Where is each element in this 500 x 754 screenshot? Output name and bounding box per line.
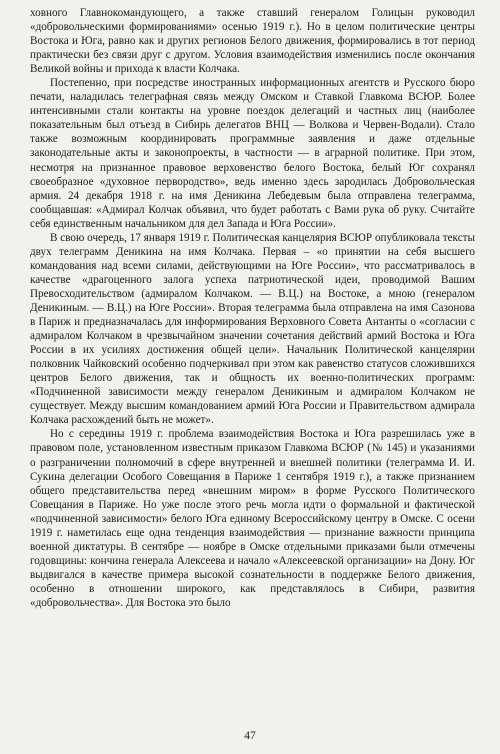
paragraph: Но с середины 1919 г. проблема взаимодействия Востока и Юга разрешилась уже в правовом поле, установленном известным приказом Главкома ВСЮР (№ 145) и указаниями о разграничении полномочий в сфере внутренней и внешней политики (телеграмма И. И. Сукина делегации Особого Совещания в Париже 1 сентября 1919 г.), а также признанием общего представительства перед «внешним миром» в форме Русского Политического Совещания в Париже. Но уже после этого речь могла идти о формальной и фактической «подчиненной зависимости» белого Юга единому Всероссийскому центру в Омске. С осени 1919 г. наметилась еще одна тенденция взаимодействия — признание важности принципа военной диктатуры. В сентябре — ноябре в Омске отдельными приказами были отмечены годовщины: кончина генерала Алексеева и начало «Алексеевской организации» на Дону. Юг выдвигался в качестве примера высокой сознательности в поддержке Белого движения, особенно в отношении широкого, как представлялось в Сибири, развития «добровольчества». Для Востока это было [30, 428, 475, 609]
paragraph: Постепенно, при посредстве иностранных информационных агентств и Русского бюро печати, наладилась телеграфная связь между Омском и Ставкой Главкома ВСЮР. Более интенсивными стали контакты на уровне поездок делегаций и частных лиц (наиболее показательным был отъезд в Сибирь делегатов ВНЦ — Волкова и Червен-Водали). Стало также возможным координировать программные заявления и даже отдельные законодательные акты и законопроекты, в частности — в аграрной политике. При этом, несмотря на признанное правовое верховенство белого Востока, белый Юг сохранял своеобразное «духовное первородство», ведь именно здесь зародилась Добровольческая армия. 24 декабря 1918 г. на имя Деникина Лебедевым была отправлена телеграмма, сообщавшая: «Адмирал Колчак объявил, что будет работать с Вами рука об руку. Считайте себя единственным начальником для дел Запада и Юга России». [30, 77, 475, 230]
paragraph-continued: ховного Главнокомандующего, а также ставший генералом Голицын руководил «добровольческими формированиями» осенью 1919 г.). Но в целом политические центры Востока и Юга, равно как и других регионов Белого движения, формировались в тот период практически без связи друг с другом. Условия взаимодействия изменились после окончания Великой войны и прихода к власти Колчака. [30, 7, 475, 76]
body-text [30, 6, 475, 610]
page-number: 47 [244, 730, 256, 742]
paragraph: В свою очередь, 17 января 1919 г. Политическая канцелярия ВСЮР опубликовала тексты двух телеграмм Деникина на имя Колчака. Первая – «о принятии на себя высшего командования над всеми силами, действующими на Юге России», что рассматривалось в качестве «драгоценного залога успеха патриотической идеи, проводимой Вашим Превосходительством (адмиралом Колчаком. — В.Ц.) на Востоке, а мною (генералом Деникиным. — В.Ц.) на Юге России». Вторая телеграмма была отправлена на имя Сазонова в Париж и предназначалась для информирования Верховного Совета Антанты о «согласии с адмиралом Колчаком в чрезвычайном значении сочетания действий армий Востока и Юга России в их усилиях достижения общей цели». Начальник Политической канцелярии полковник Чайковский особенно подчеркивал при этом как равенство статусов сложившихся центров Белого движения, так и общность их военно-политических программ: «Подчиненной зависимости между генералом Деникиным и адмиралом Колчаком не существует. Между высшим командованием армий Юга России и Правительством адмирала Колчака расхождений быть не может». [30, 231, 475, 427]
